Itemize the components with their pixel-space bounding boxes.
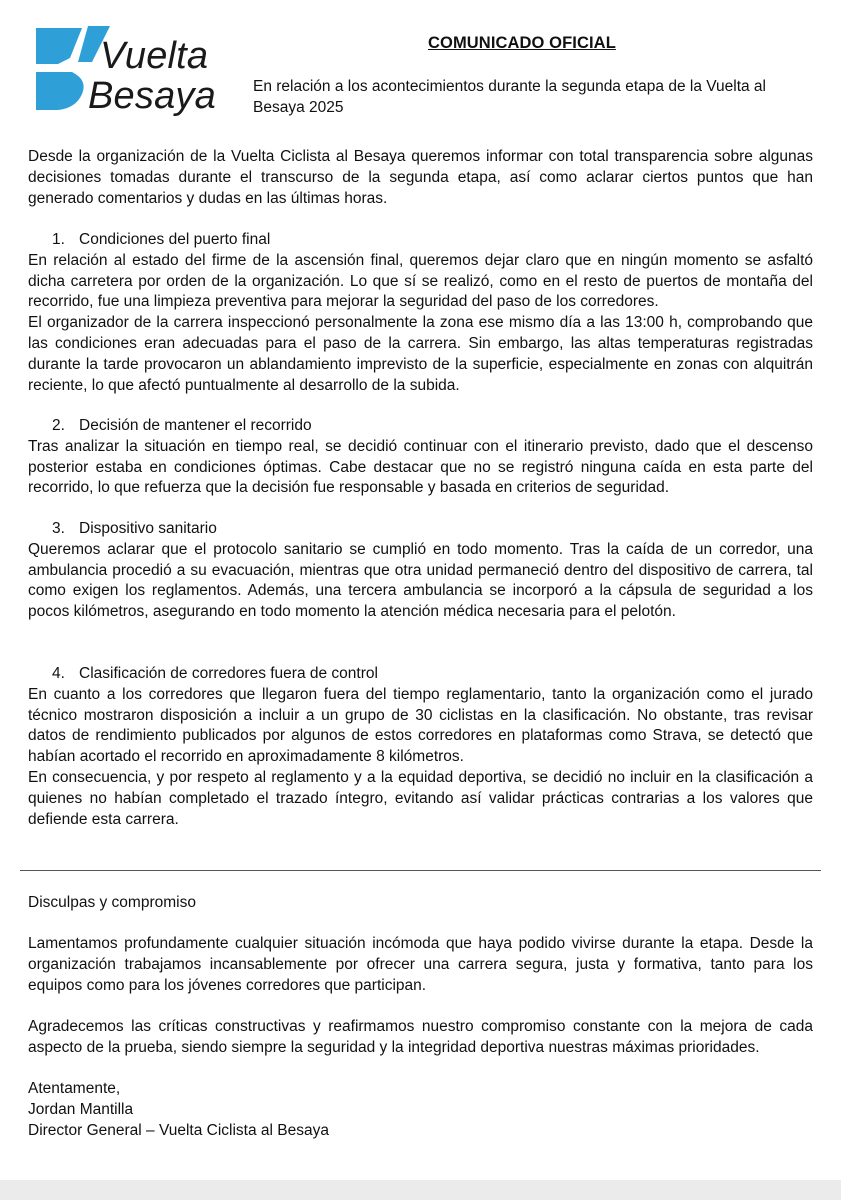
closing-paragraph: Lamentamos profundamente cualquier situación incómoda que haya podido vivirse durante la etapa. Desde la organización trabajamos incansablemente por ofrecer una carrera segura, justa y formativa, tanto para los equipos como para los jóvenes corredores que participan. xyxy=(28,935,813,994)
section-number: 3. xyxy=(52,520,65,537)
closing-heading-block xyxy=(28,893,813,914)
vuelta-besaya-logo xyxy=(32,22,232,128)
logo-text-line1: Vuelta xyxy=(100,35,209,77)
section-1 xyxy=(28,230,813,396)
section-heading xyxy=(28,664,813,685)
signer-name: Jordan Mantilla xyxy=(28,1100,134,1118)
intro-block xyxy=(28,147,813,209)
section-paragraph: Tras analizar la situación en tiempo real, se decidió continuar con el itinerario previsto, dado que el descenso posterior estaba en condiciones óptimas. Cabe destacar que no se registró ninguna caída en esta parte del recorrido, lo que refuerza que la decisión fue responsable y basada en criterios de seguridad. xyxy=(28,437,813,497)
section-heading xyxy=(28,519,813,540)
section-heading xyxy=(28,230,813,251)
section-paragraph: Queremos aclarar que el protocolo sanitario se cumplió en todo momento. Tras la caída de un corredor, una ambulancia procedió a su evacuación, mientras que otra unidad permaneció dentro del dispositivo de carrera, tal como exigen los reglamentos. Además, una tercera ambulancia se incorporó a la cápsula de seguridad a los pocos kilómetros, asegurando en todo momento la atención médica necesaria para el pelotón. xyxy=(28,540,813,621)
section-heading xyxy=(28,416,813,437)
signer-title: Director General – Vuelta Ciclista al Besaya xyxy=(28,1121,329,1139)
section-number: 4. xyxy=(52,665,65,682)
closing-paragraph: Agradecemos las críticas constructivas y reafirmamos nuestro compromiso constante con la mejora de cada aspecto de la prueba, siendo siempre la seguridad y la integridad deportiva nuestras máximas prioridades. xyxy=(28,1018,813,1056)
intro-paragraph: Desde la organización de la Vuelta Ciclista al Besaya queremos informar con total transparencia sobre algunas decisiones tomadas durante el transcurso de la segunda etapa, así como aclarar ciertos puntos que han generado comentarios y dudas en las últimas horas. xyxy=(28,148,813,207)
document-subtitle: En relación a los acontecimientos durante la segunda etapa de la Vuelta al Besaya 2025 xyxy=(253,78,766,116)
section-paragraph: En cuanto a los corredores que llegaron fuera del tiempo reglamentario, tanto la organización como el jurado técnico mostraron disposición a incluir a un grupo de 30 ciclistas en la clasificación. No obstante, tras revisar datos de rendimiento publicados por algunos de estos corredores en plataformas como Strava, se detectó que habían acortado el recorrido en aproximadamente 8 kilómetros. xyxy=(28,685,813,766)
section-2 xyxy=(28,416,813,499)
section-title: Decisión de mantener el recorrido xyxy=(79,417,312,434)
section-divider xyxy=(20,870,821,871)
section-paragraph: El organizador de la carrera inspeccionó personalmente la zona ese mismo día a las 13:00 h, comprobando que las condiciones eran adecuadas para el paso de la carrera. Sin embargo, las altas temperaturas registradas durante la tarde provocaron un ablandamiento imprevisto de la superficie, especialmente en zonas con alquitrán reciente, lo que afectó puntualmente al desarrollo de la subida. xyxy=(28,314,813,394)
closing-paragraph-1-block xyxy=(28,934,813,996)
closing-paragraph-2-block xyxy=(28,1017,813,1059)
closing-heading: Disculpas y compromiso xyxy=(28,894,196,911)
logo-text-line2: Besaya xyxy=(88,75,216,117)
signoff: Atentamente, xyxy=(28,1080,121,1097)
section-number: 1. xyxy=(52,231,65,248)
section-3 xyxy=(28,519,813,623)
section-title: Clasificación de corredores fuera de control xyxy=(79,665,378,682)
section-title: Dispositivo sanitario xyxy=(79,520,217,537)
section-number: 2. xyxy=(52,417,65,434)
signature-block xyxy=(28,1079,813,1141)
section-title: Condiciones del puerto final xyxy=(79,231,271,248)
section-4 xyxy=(28,664,813,830)
document-title: COMUNICADO OFICIAL xyxy=(428,34,616,52)
bottom-margin-strip xyxy=(0,1180,841,1200)
section-paragraph: En consecuencia, y por respeto al reglamento y a la equidad deportiva, se decidió no incluir en la clasificación a quienes no habían completado el trazado íntegro, evitando así validar prácticas contrarias a los valores que defiende esta carrera. xyxy=(28,768,813,828)
section-paragraph: En relación al estado del firme de la ascensión final, queremos dejar claro que en ningún momento se asfaltó dicha carretera por orden de la organización. Lo que sí se realizó, como en el resto de puertos de montaña del recorrido, fue una limpieza preventiva para mejorar la seguridad del paso de los corredores. xyxy=(28,251,813,311)
